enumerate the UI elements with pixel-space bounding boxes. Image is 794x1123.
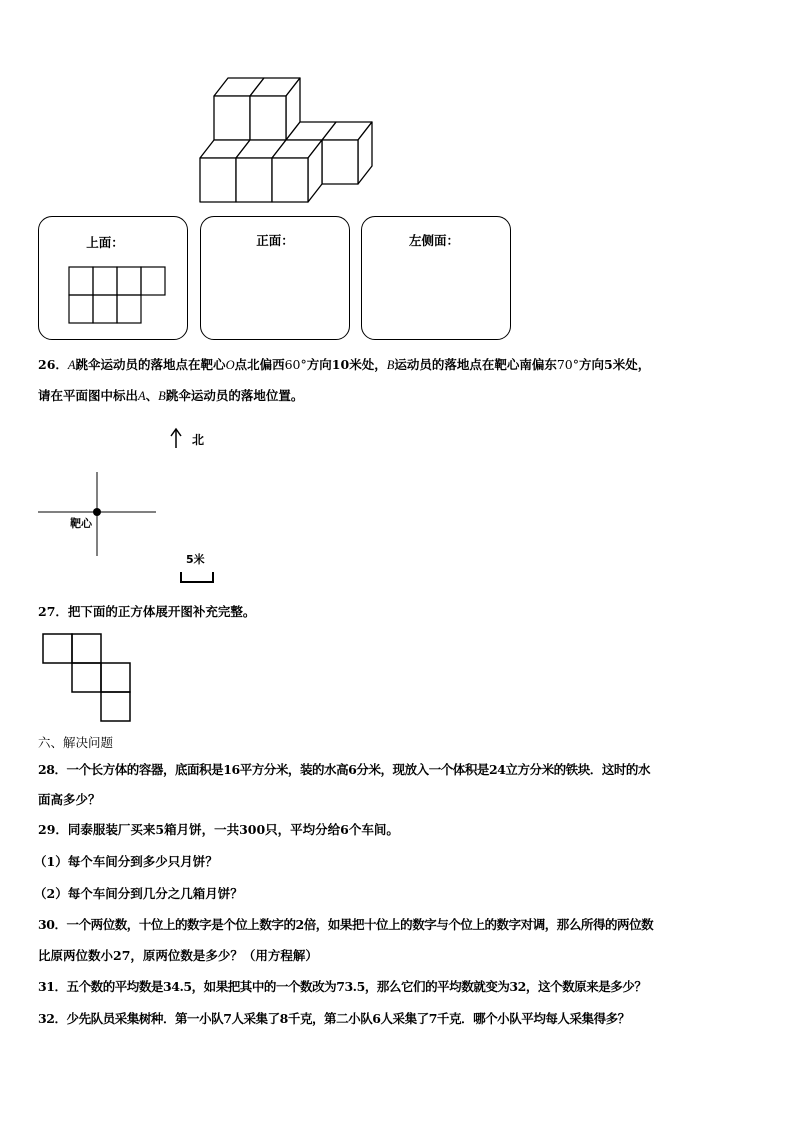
q30-line2: 比原两位数小27，原两位数是多少？（用方程解） [38, 948, 318, 963]
q26-var-b: B [386, 358, 395, 372]
q29-sub2: （2）每个车间分到几分之几箱月饼？ [34, 886, 243, 901]
q26-text-e: 10 [331, 357, 350, 372]
q26-line2-sep: 、 [145, 388, 159, 403]
q30-line1: 30．一个两位数，十位上的数字是个位上数字的2倍，如果把十位上的数字与个位上的数字对调，那么所得的两位数 [38, 917, 654, 932]
q28-line2: 面高多少？ [38, 792, 101, 807]
front-view-label: 正面： [256, 233, 294, 248]
scale-label: 5米 [186, 553, 205, 566]
q26-line2-var-a: A [138, 389, 146, 403]
q26-text-g: 运动员的落地点在靶心南偏东 [394, 357, 557, 372]
left-view-label: 左侧面： [408, 233, 459, 248]
q26-deg1: 60° [284, 357, 307, 372]
top-view-label: 上面： [86, 235, 124, 250]
q26-var-o: O [225, 358, 235, 372]
section-heading: 六、解决问题 [38, 735, 114, 750]
q26-text-h: 方向 [579, 357, 605, 372]
q26-var-a: A [67, 358, 76, 372]
q28-line1: 28．一个长方体的容器，底面积是16平方分米，装的水高6分米，现放入一个体积是24立方分米的铁块．这时的水 [38, 762, 651, 777]
q29-line1: 29．同泰服装厂买来5箱月饼，一共300只，平均分给6个车间。 [38, 822, 399, 837]
q26-text-d: 方向 [306, 357, 332, 372]
north-label: 北 [192, 433, 205, 447]
q26-text-j: 米处， [612, 357, 651, 372]
q32-text: 32．少先队员采集树种．第一小队7人采集了8千克，第二小队6人采集了7千克．哪个小队平均每人采集得多？ [38, 1011, 630, 1026]
q26-text-i: 5 [604, 357, 613, 372]
q26-deg2: 70° [556, 357, 580, 372]
q26-line2-text: 请在平面图中标出 [38, 388, 139, 403]
q27-text: 27．把下面的正方体展开图补充完整。 [38, 604, 256, 619]
q26-text-f: 米处， [349, 357, 387, 372]
q31-text: 31．五个数的平均数是34.5，如果把其中的一个数改为73.5，那么它们的平均数就变为32，这个数原来是多少？ [38, 979, 647, 994]
q26-number: 26． [38, 357, 68, 372]
q29-sub1: （1）每个车间分到多少只月饼？ [34, 854, 218, 869]
target-label: 靶心 [70, 517, 92, 530]
q26-line2-var-b: B [158, 389, 166, 403]
q26-text-b: 跳伞运动员的落地点在靶心 [75, 357, 226, 372]
q26-line2-rest: 跳伞运动员的落地位置。 [165, 388, 304, 403]
q26-text-c: 点北偏西 [234, 357, 285, 372]
